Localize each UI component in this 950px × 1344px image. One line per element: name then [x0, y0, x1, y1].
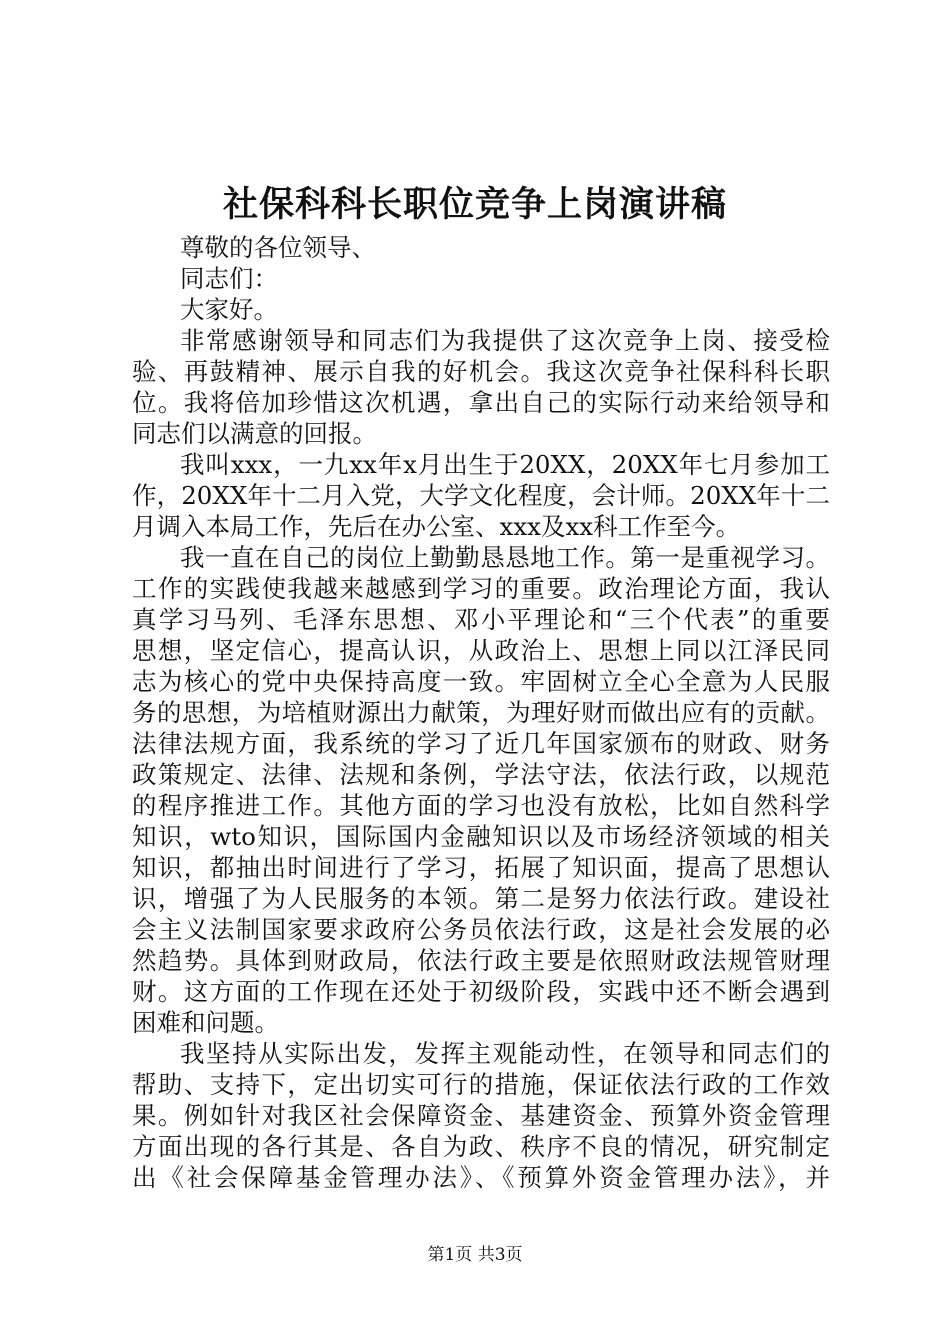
salutation-line: 尊敬的各位领导、: [180, 233, 376, 262]
paragraph-line: 非常感谢领导和同志们为我提供了这次竞争上岗、接受检: [180, 326, 830, 355]
paragraph-line: 工作的实践使我越来越感到学习的重要。政治理论方面，我认: [132, 574, 830, 603]
paragraph-line: 务的思想，为培植财源出力献策，为理好财而做出应有的贡献。: [132, 698, 830, 727]
page-number: 第1页 共3页: [427, 1245, 523, 1265]
paragraph-line: 知识，wto知识，国际国内金融知识以及市场经济领域的相关: [132, 822, 830, 851]
paragraph-line: 的程序推进工作。其他方面的学习也没有放松，比如自然科学: [132, 791, 830, 820]
paragraph-line: 帮助、支持下，定出切实可行的措施，保证依法行政的工作效: [132, 1070, 830, 1099]
paragraph-line: 知识，都抽出时间进行了学习，拓展了知识面，提高了思想认: [132, 853, 830, 882]
paragraph-line: 作，20XX年十二月入党，大学文化程度，会计师。20XX年十二: [132, 481, 830, 510]
paragraph-line: 出《社会保障基金管理办法》、《预算外资金管理办法》，并: [132, 1163, 830, 1192]
paragraph-line: 位。我将倍加珍惜这次机遇，拿出自己的实际行动来给领导和: [132, 388, 830, 417]
paragraph-line: 同志们以满意的回报。: [132, 419, 377, 448]
paragraph-line: 果。例如针对我区社会保障资金、基建资金、预算外资金管理: [132, 1101, 830, 1130]
paragraph-line: 思想，坚定信心，提高认识，从政治上、思想上同以江泽民同: [132, 636, 830, 665]
paragraph-line: 困难和问题。: [132, 1008, 279, 1037]
paragraph-line: 方面出现的各行其是、各自为政、秩序不良的情况，研究制定: [132, 1132, 830, 1161]
paragraph-line: 验、再鼓精神、展示自我的好机会。我这次竞争社保科科长职: [132, 357, 830, 386]
paragraph-line: 会主义法制国家要求政府公务员依法行政，这是社会发展的必: [132, 915, 830, 944]
paragraph-line: 然趋势。具体到财政局，依法行政主要是依照财政法规管财理: [132, 946, 830, 975]
paragraph-line: 真学习马列、毛泽东思想、邓小平理论和“三个代表”的重要: [132, 605, 830, 634]
document-title: 社保科科长职位竞争上岗演讲稿: [222, 184, 727, 225]
paragraph-line: 法律法规方面，我系统的学习了近几年国家颁布的财政、财务: [132, 729, 830, 758]
paragraph-line: 我坚持从实际出发，发挥主观能动性，在领导和同志们的: [180, 1039, 830, 1068]
paragraph-line: 政策规定、法律、法规和条例，学法守法，依法行政，以规范: [132, 760, 830, 789]
paragraph-line: 识，增强了为人民服务的本领。第二是努力依法行政。建设社: [132, 884, 830, 913]
paragraph-line: 我叫xxx，一九xx年x月出生于20XX，20XX年七月参加工: [180, 450, 830, 479]
salutation-line: 同志们：: [180, 264, 278, 293]
greeting-line: 大家好。: [180, 295, 278, 324]
document-body: [132, 232, 830, 1193]
paragraph-line: 志为核心的党中央保持高度一致。牢固树立全心全意为人民服: [132, 667, 830, 696]
paragraph-line: 财。这方面的工作现在还处于初级阶段，实践中还不断会遇到: [132, 977, 830, 1006]
paragraph-line: 月调入本局工作，先后在办公室、xxx及xx科工作至今。: [132, 512, 741, 541]
paragraph-line: 我一直在自己的岗位上勤勤恳恳地工作。第一是重视学习。: [180, 543, 830, 572]
